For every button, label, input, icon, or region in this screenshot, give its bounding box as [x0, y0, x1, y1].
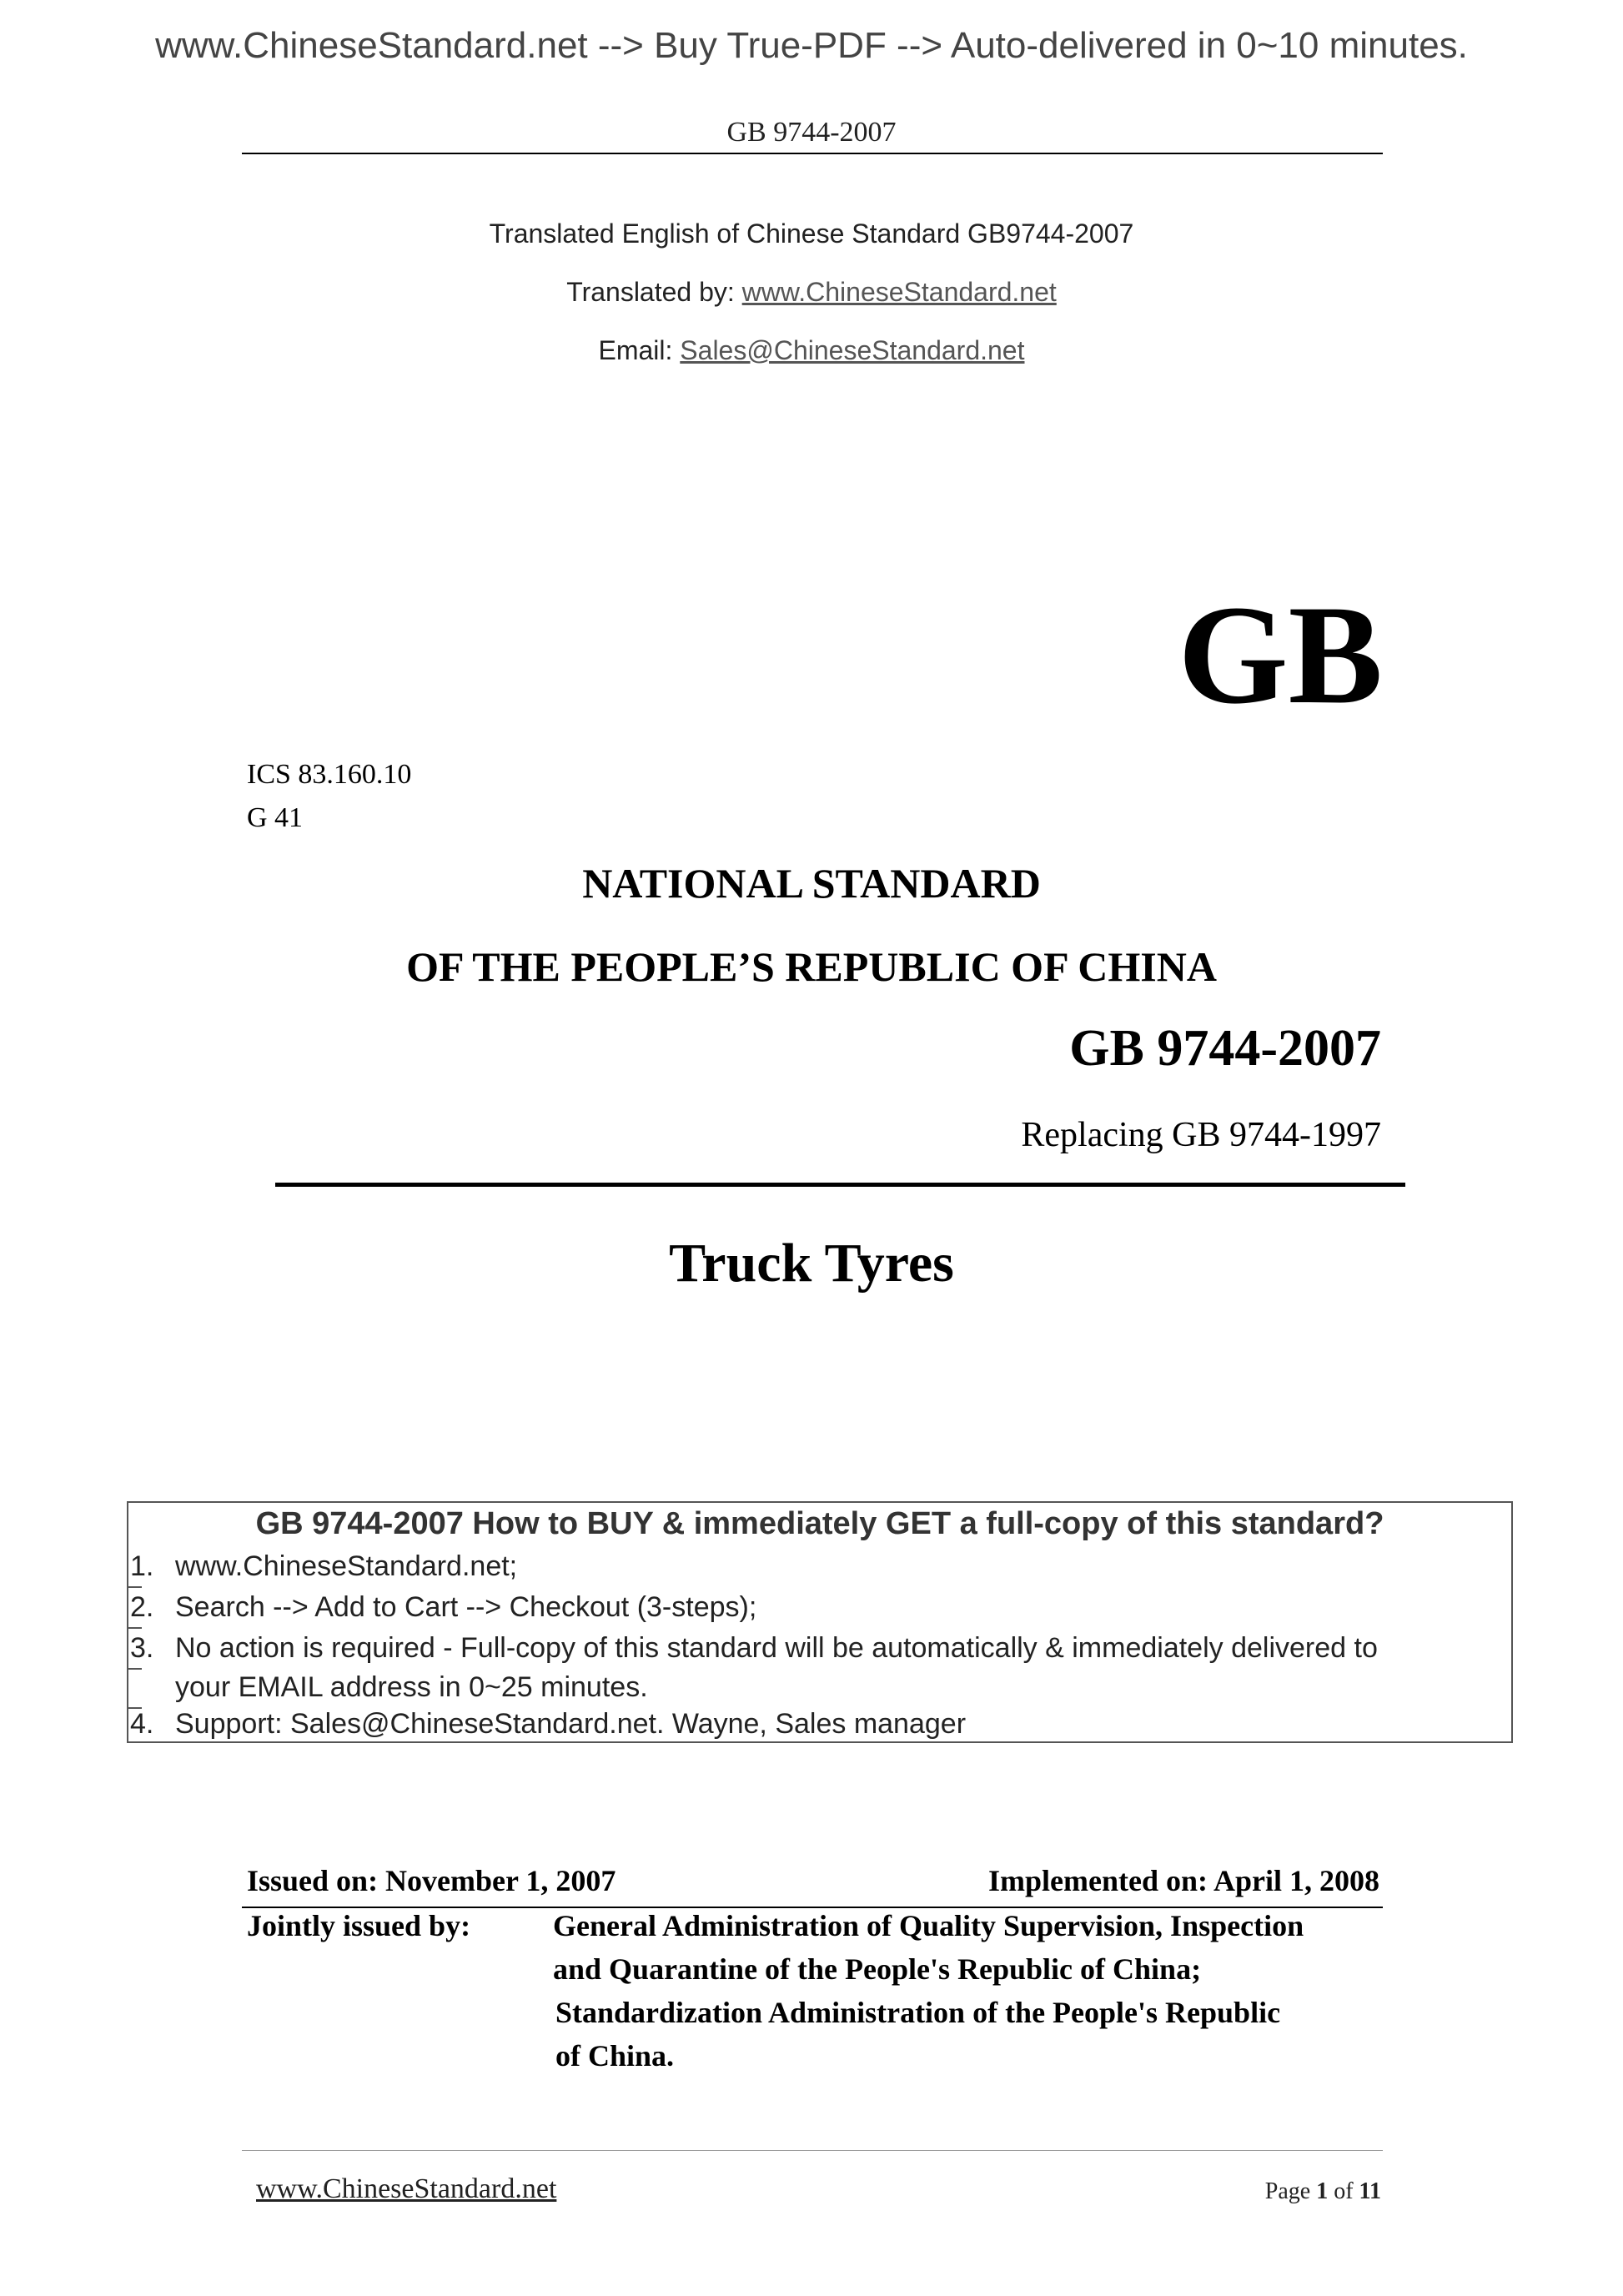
issuer-line: and Quarantine of the People's Republic of China;: [553, 1952, 1202, 1986]
issuer-line: General Administration of Quality Supervision, Inspection: [553, 1909, 1304, 1942]
national-standard-heading: NATIONAL STANDARD: [582, 860, 1041, 907]
page-label: Page: [1264, 2178, 1317, 2204]
classification-code: G 41: [247, 802, 304, 833]
buy-instructions-box: [127, 1501, 1513, 1743]
issuer-line: Standardization Administration of the People's Republic: [555, 1996, 1281, 2029]
step-number: 1.: [130, 1550, 154, 1582]
issued-on: Issued on: November 1, 2007: [247, 1864, 616, 1897]
page-current: 1: [1316, 2178, 1329, 2204]
buy-step: [130, 1632, 1378, 1665]
email-label: Email:: [598, 335, 681, 365]
gb-logo: GB: [1178, 576, 1383, 733]
box-line: [128, 1627, 142, 1629]
footer-site-link[interactable]: www.ChineseStandard.net: [256, 2173, 557, 2204]
email-link[interactable]: Sales@ChineseStandard.net: [680, 335, 1025, 365]
step-text[interactable]: www.ChineseStandard.net;: [175, 1550, 518, 1582]
footer-divider: [242, 2150, 1383, 2151]
translation-title: Translated English of Chinese Standard GB9744-2007: [489, 219, 1134, 249]
jointly-issued-label: Jointly issued by:: [247, 1909, 471, 1942]
page-total: 11: [1359, 2178, 1381, 2204]
translated-by-label: Translated by:: [566, 277, 742, 307]
title-divider: [275, 1183, 1405, 1187]
buy-step: [130, 1708, 966, 1741]
top-banner[interactable]: www.ChineseStandard.net --> Buy True-PDF --> Auto-delivered in 0~10 minutes.: [155, 25, 1468, 66]
step-text: Search --> Add to Cart --> Checkout (3-steps);: [175, 1591, 757, 1623]
buy-heading: GB 9744-2007 How to BUY & immediately GET a full-copy of this standard?: [255, 1506, 1384, 1541]
page-number: [1265, 2178, 1381, 2205]
translated-by-line: [0, 277, 1623, 308]
buy-step: [130, 1591, 756, 1624]
ics-code: ICS 83.160.10: [247, 759, 412, 790]
header-code: GB 9744-2007: [726, 117, 897, 148]
step-number: 3.: [130, 1632, 154, 1664]
translator-link[interactable]: www.ChineseStandard.net: [741, 277, 1057, 307]
box-line: [128, 1668, 142, 1670]
implemented-on: Implemented on: April 1, 2008: [987, 1864, 1379, 1897]
step-text: No action is required - Full-copy of this standard will be automatically & immediately delivered to: [175, 1632, 1378, 1664]
document-title: Truck Tyres: [669, 1233, 954, 1294]
step-number: 4.: [130, 1708, 154, 1740]
standard-number: GB 9744-2007: [1069, 1020, 1381, 1077]
buy-step: [130, 1550, 517, 1583]
email-line: [0, 335, 1623, 366]
step-text: your EMAIL address in 0~25 minutes.: [175, 1671, 648, 1703]
republic-heading: OF THE PEOPLE’S REPUBLIC OF CHINA: [406, 943, 1217, 990]
box-line: [128, 1586, 142, 1588]
issuer-line: of China.: [555, 2039, 675, 2072]
buy-step-continuation: [175, 1671, 648, 1704]
page-of: of: [1328, 2178, 1359, 2204]
header-divider: [242, 153, 1383, 154]
step-number: 2.: [130, 1591, 154, 1623]
step-text[interactable]: Support: Sales@ChineseStandard.net. Wayne, Sales manager: [175, 1708, 967, 1740]
replacing-standard: Replacing GB 9744-1997: [1021, 1116, 1381, 1154]
